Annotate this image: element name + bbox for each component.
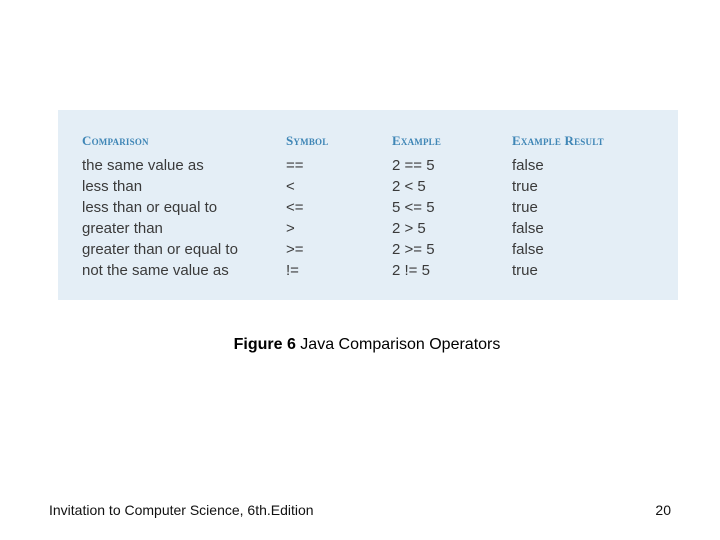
row-5-example: 2 != 5 [392, 262, 430, 279]
row-3-example: 2 > 5 [392, 220, 426, 237]
row-4-comparison: greater than or equal to [82, 241, 238, 258]
row-2-comparison: less than or equal to [82, 199, 218, 216]
row-2-symbol: <= [286, 199, 304, 216]
row-1-comparison: less than [82, 178, 143, 195]
figure-caption [0, 336, 720, 354]
row-3-comparison: greater than [82, 220, 163, 237]
row-3-result: false [512, 220, 544, 237]
page-number: 20 [655, 502, 671, 518]
row-1-symbol: < [286, 178, 295, 195]
header-example-result: Example Result [512, 133, 604, 148]
row-1-example: 2 < 5 [392, 178, 426, 195]
row-4-symbol: >= [286, 241, 304, 258]
row-0-result: false [512, 157, 544, 174]
row-5-comparison: not the same value as [82, 262, 229, 279]
row-0-comparison: the same value as [82, 157, 204, 174]
footer-book-title: Invitation to Computer Science, 6th.Edition [49, 502, 314, 518]
row-0-example: 2 == 5 [392, 157, 435, 174]
row-4-result: false [512, 241, 544, 258]
row-5-result: true [512, 262, 538, 279]
figure-label: Figure 6 [233, 336, 296, 353]
row-1-result: true [512, 178, 538, 195]
header-example: Example [392, 133, 442, 148]
row-3-symbol: > [286, 220, 295, 237]
row-5-symbol: != [286, 262, 299, 279]
row-2-result: true [512, 199, 538, 216]
header-symbol: Symbol [286, 133, 329, 148]
header-comparison: Comparison [82, 133, 149, 148]
row-0-symbol: == [286, 157, 304, 174]
row-4-example: 2 >= 5 [392, 241, 435, 258]
row-2-example: 5 <= 5 [392, 199, 435, 216]
figure-title: Java Comparison Operators [295, 336, 501, 353]
